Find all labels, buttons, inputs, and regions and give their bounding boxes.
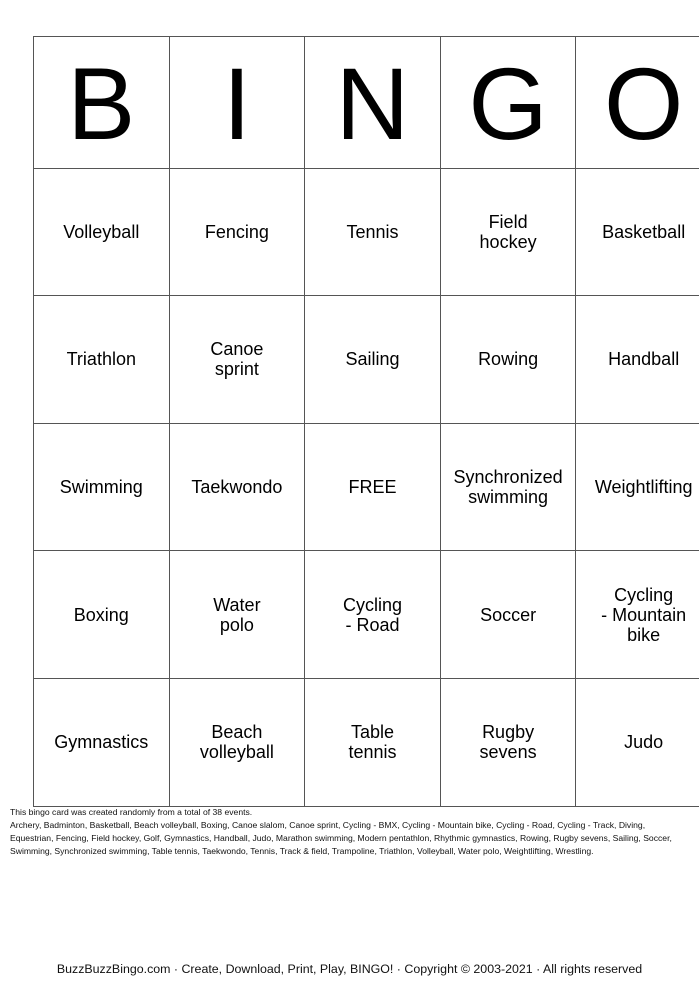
card-row [34, 551, 699, 679]
free-cell: FREE [305, 423, 441, 551]
header-letter: B [34, 37, 170, 169]
bingo-cell: Beach volleyball [169, 678, 305, 806]
bingo-cell: Volleyball [34, 168, 170, 296]
bingo-cell: Gymnastics [34, 678, 170, 806]
footer-copyright: BuzzBuzzBingo.com · Create, Download, Print, Play, BINGO! · Copyright © 2003-2021 · All rights reserved [56, 962, 643, 976]
bingo-cell: Basketball [576, 168, 699, 296]
bingo-cell: Field hockey [440, 168, 576, 296]
card-row [34, 168, 699, 296]
bingo-cell: Cycling - Road [305, 551, 441, 679]
bingo-cell: Synchronized swimming [440, 423, 576, 551]
bingo-cell: Rowing [440, 296, 576, 424]
bingo-cell: Taekwondo [169, 423, 305, 551]
bingo-cell: Rugby sevens [440, 678, 576, 806]
bingo-cell: Fencing [169, 168, 305, 296]
bingo-cell: Swimming [34, 423, 170, 551]
bingo-cell: Handball [576, 296, 699, 424]
card-info [10, 806, 690, 858]
bingo-cell: Judo [576, 678, 699, 806]
bingo-cell: Table tennis [305, 678, 441, 806]
card-row [34, 678, 699, 806]
bingo-cell: Sailing [305, 296, 441, 424]
bingo-cell: Tennis [305, 168, 441, 296]
header-letter: I [169, 37, 305, 169]
bingo-cell: Cycling - Mountain bike [576, 551, 699, 679]
bingo-cell: Soccer [440, 551, 576, 679]
info-summary: This bingo card was created randomly from a total of 38 events. [10, 807, 253, 817]
header-letter: G [440, 37, 576, 169]
info-event-list: Archery, Badminton, Basketball, Beach volleyball, Boxing, Canoe slalom, Canoe sprint, Cycling - BMX, Cycling - Mountain bike, Cycling - Road, Cycling - Track, Diving, Equestrian, Fencing, Field hockey, Golf, Gymnastics, Handball, Judo, Marathon swimming, Modern pentathlon, Rhythmic gymnastics, Rowing, Rugby sevens, Sailing, Soccer, Swimming, Synchronized swimming, Table tennis, Taekwondo, Tennis, Track & field, Trampoline, Triathlon, Volleyball, Water polo, Weightlifting, Wrestling. [10, 820, 672, 856]
bingo-cell: Weightlifting [576, 423, 699, 551]
header-letter: N [305, 37, 441, 169]
card-row [34, 296, 699, 424]
header-letter: O [576, 37, 699, 169]
card-row [34, 423, 699, 551]
bingo-cell: Boxing [34, 551, 170, 679]
bingo-card [33, 36, 699, 807]
bingo-cell: Triathlon [34, 296, 170, 424]
header-row [34, 37, 699, 169]
bingo-cell: Canoe sprint [169, 296, 305, 424]
bingo-cell: Water polo [169, 551, 305, 679]
